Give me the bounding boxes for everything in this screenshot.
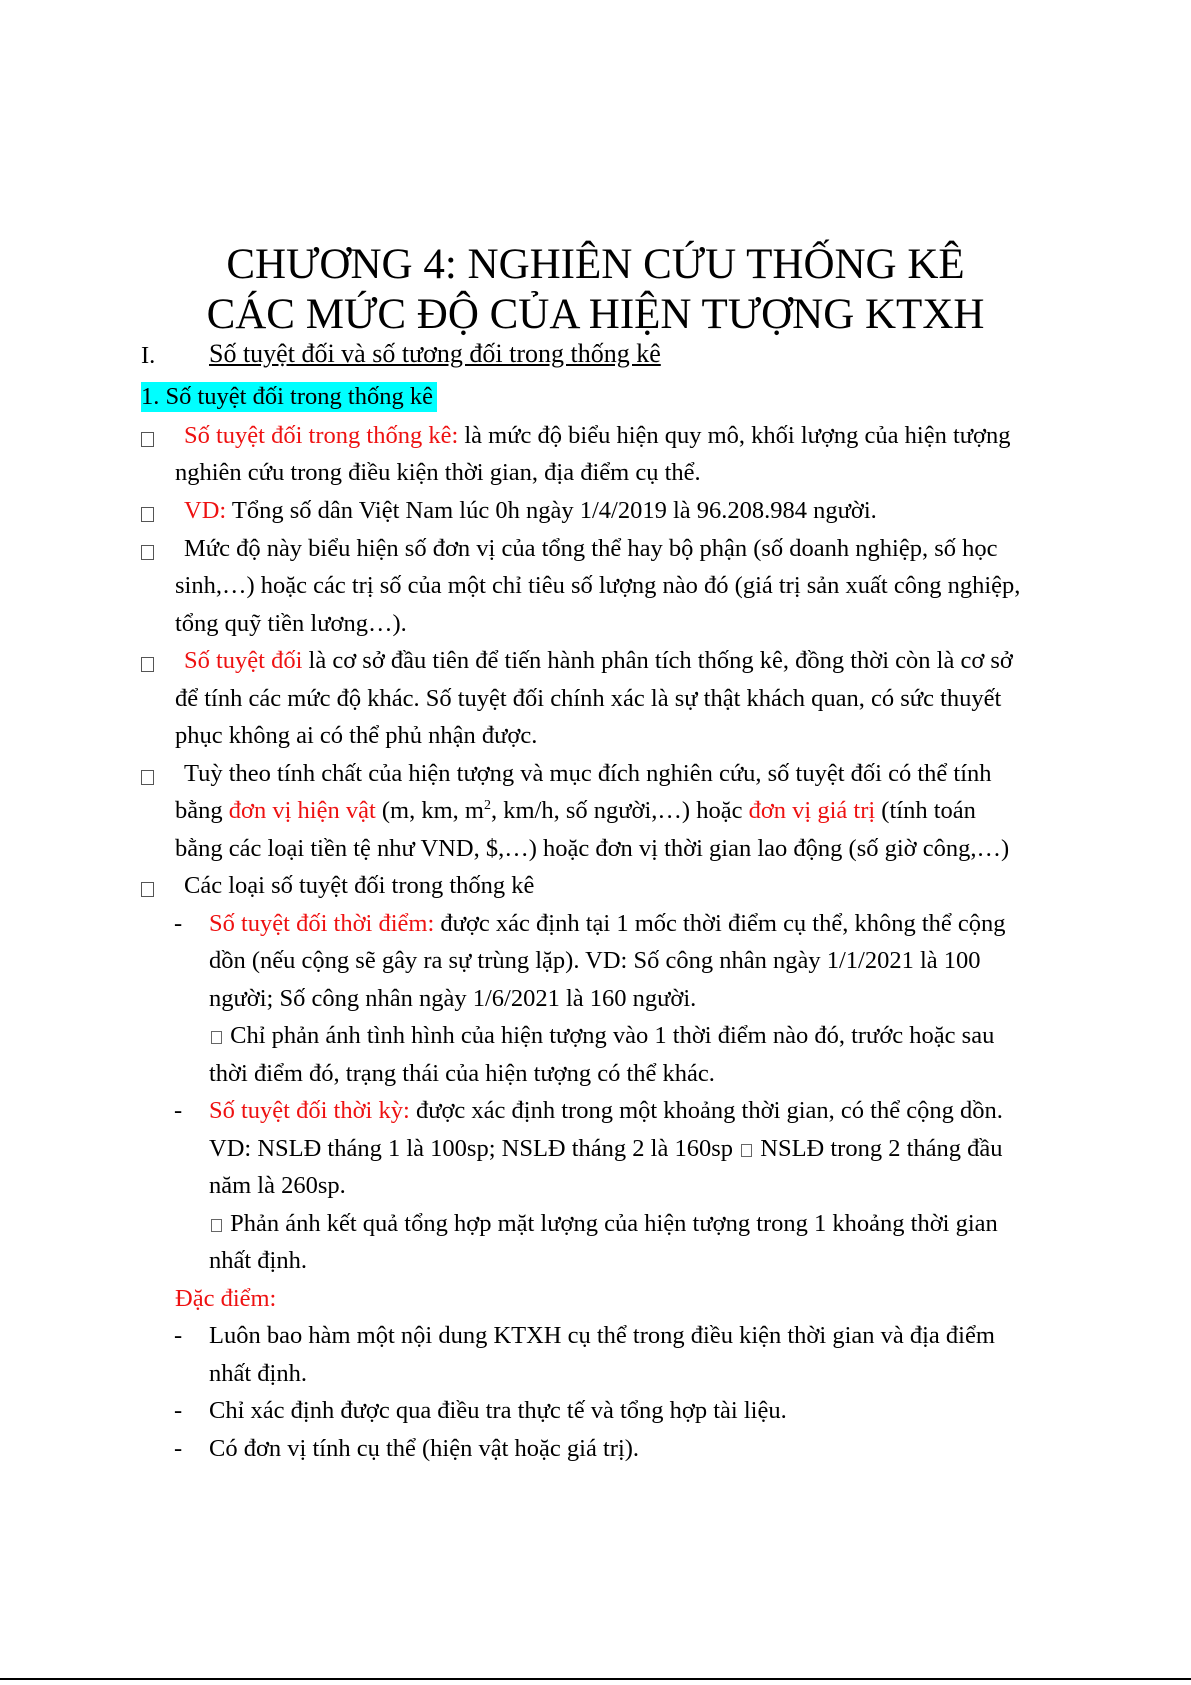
feature-3: Có đơn vị tính cụ thể (hiện vật hoặc giá trị). — [209, 1435, 640, 1462]
paragraph-1-line-1 — [184, 421, 1011, 451]
paragraph-text: Chỉ phản ánh tình hình của hiện tượng vào 1 thời điểm nào đó, trước hoặc sau — [230, 1022, 995, 1049]
bullet-box-icon — [141, 882, 154, 897]
chapter-title-line-1: CHƯƠNG 4: NGHIÊN CỨU THỐNG KÊ — [226, 241, 965, 288]
paragraph-text: , km/h, số người,…) hoặc — [490, 797, 749, 824]
term-highlight: Số tuyệt đối trong thống kê: — [184, 422, 459, 449]
paragraph-4-line-3: phục không ai có thể phủ nhận được. — [175, 722, 538, 749]
subsection-heading: 1. Số tuyệt đối trong thống kê — [141, 382, 437, 412]
type-2-line-5: nhất định. — [209, 1247, 307, 1274]
feature-1-line-2: nhất định. — [209, 1360, 307, 1387]
paragraph-5-line-2 — [175, 796, 976, 826]
arrow-box-icon — [211, 1031, 222, 1044]
type-1-line-1 — [209, 909, 1006, 939]
paragraph-text: Tổng số dân Việt Nam lúc 0h ngày 1/4/2019 là 96.208.984 người. — [226, 497, 877, 524]
term-highlight: Số tuyệt đối thời kỳ: — [209, 1097, 410, 1124]
paragraph-4-line-2: để tính các mức độ khác. Số tuyệt đối chính xác là sự thật khách quan, có sức thuyết — [175, 685, 1002, 712]
bullet-box-icon — [141, 545, 154, 560]
paragraph-text: (m, km, m — [375, 797, 484, 824]
features-heading: Đặc điểm: — [175, 1285, 277, 1312]
paragraph-text: là mức độ biểu hiện quy mô, khối lượng của hiện tượng — [458, 422, 1011, 449]
paragraph-text: bằng — [175, 797, 229, 824]
paragraph-5-line-3: bằng các loại tiền tệ như VND, $,…) hoặc đơn vị thời gian lao động (số giờ công,…) — [175, 835, 1010, 862]
bullet-box-icon — [141, 507, 154, 522]
feature-1-line-1: Luôn bao hàm một nội dung KTXH cụ thể trong điều kiện thời gian và địa điểm — [209, 1322, 995, 1349]
arrow-box-icon — [211, 1219, 222, 1232]
chapter-title-line-2: CÁC MỨC ĐỘ CỦA HIỆN TƯỢNG KTXH — [206, 291, 985, 338]
section-number: I. — [141, 342, 156, 369]
paragraph-text: là cơ sở đầu tiên để tiến hành phân tích thống kê, đồng thời còn là cơ sở — [302, 647, 1013, 674]
dash-marker: - — [174, 1435, 183, 1462]
paragraph-6-line-1: Các loại số tuyệt đối trong thống kê — [184, 872, 535, 899]
type-1-line-4 — [209, 1021, 994, 1051]
paragraph-1-line-2: nghiên cứu trong điều kiện thời gian, địa điểm cụ thể. — [175, 459, 701, 486]
type-1-line-2: dồn (nếu cộng sẽ gây ra sự trùng lặp). VD: Số công nhân ngày 1/1/2021 là 100 — [209, 947, 981, 974]
bullet-box-icon — [141, 770, 154, 785]
type-2-line-3: năm là 260sp. — [209, 1172, 346, 1199]
dash-marker: - — [174, 1397, 183, 1424]
footer-rule — [0, 1678, 1191, 1680]
bullet-box-icon — [141, 657, 154, 672]
type-2-line-4 — [209, 1209, 998, 1239]
dash-marker: - — [174, 910, 183, 937]
type-2-line-2 — [209, 1134, 1003, 1164]
dash-marker: - — [174, 1322, 183, 1349]
type-1-line-5: thời điểm đó, trạng thái của hiện tượng có thể khác. — [209, 1060, 715, 1087]
paragraph-3-line-2: sinh,…) hoặc các trị số của một chỉ tiêu số lượng nào đó (giá trị sản xuất công nghiệp, — [175, 572, 1021, 599]
dash-marker: - — [174, 1097, 183, 1124]
term-highlight: Số tuyệt đối thời điểm: — [209, 910, 435, 937]
paragraph-text: VD: NSLĐ tháng 1 là 100sp; NSLĐ tháng 2 là 160sp — [209, 1135, 733, 1162]
feature-2: Chỉ xác định được qua điều tra thực tế và tổng hợp tài liệu. — [209, 1397, 787, 1424]
paragraph-text: (tính toán — [875, 797, 976, 824]
term-highlight: VD: — [184, 497, 227, 524]
paragraph-3-line-1: Mức độ này biểu hiện số đơn vị của tổng thể hay bộ phận (số doanh nghiệp, số học — [184, 535, 998, 562]
paragraph-text: được xác định trong một khoảng thời gian, có thể cộng dồn. — [409, 1097, 1003, 1124]
type-1-line-3: người; Số công nhân ngày 1/6/2021 là 160 người. — [209, 985, 697, 1012]
term-highlight: Số tuyệt đối — [184, 647, 303, 674]
arrow-box-icon — [741, 1144, 752, 1157]
bullet-box-icon — [141, 432, 154, 447]
paragraph-text: được xác định tại 1 mốc thời điểm cụ thể, không thể cộng — [434, 910, 1006, 937]
paragraph-text: NSLĐ trong 2 tháng đầu — [760, 1135, 1003, 1162]
paragraph-5-line-1: Tuỳ theo tính chất của hiện tượng và mục đích nghiên cứu, số tuyệt đối có thể tính — [184, 760, 992, 787]
section-heading: Số tuyệt đối và số tương đối trong thống kê — [209, 339, 661, 368]
paragraph-2-line-1 — [184, 496, 877, 526]
term-highlight: đơn vị hiện vật — [228, 797, 376, 824]
type-2-line-1 — [209, 1096, 1003, 1126]
term-highlight: đơn vị giá trị — [748, 797, 876, 824]
paragraph-text: Phản ánh kết quả tổng hợp mặt lượng của hiện tượng trong 1 khoảng thời gian — [230, 1210, 998, 1237]
superscript: 2 — [483, 798, 491, 813]
paragraph-3-line-3: tổng quỹ tiền lương…). — [175, 610, 407, 637]
paragraph-4-line-1 — [184, 646, 1013, 676]
